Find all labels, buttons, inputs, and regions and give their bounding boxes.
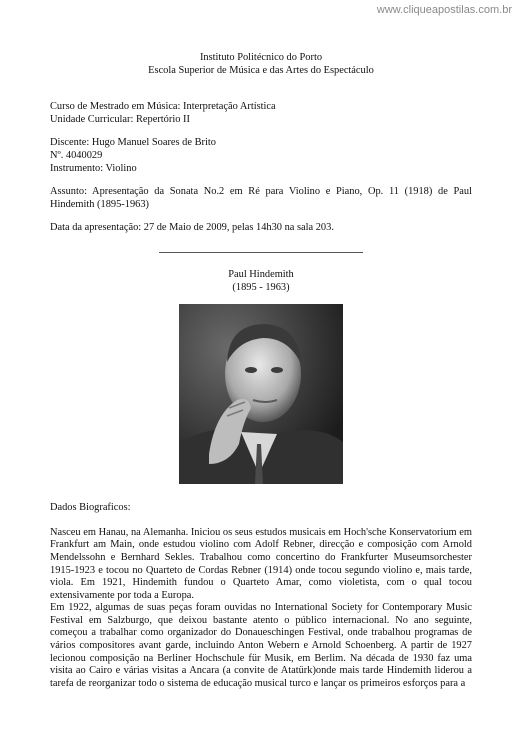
bio-text <box>50 527 472 691</box>
student-info <box>50 137 472 175</box>
document-page <box>50 52 472 690</box>
subject-line: Assunto: Apresentação da Sonata No.2 em Ré para Violino e Piano, Op. 11 (1918) de Paul Hindemith (1895-1963) <box>50 186 472 210</box>
composer-portrait-photo <box>179 304 343 484</box>
bio-heading: Dados Biograficos: <box>50 502 131 514</box>
presentation-date: Data da apresentação: 27 de Maio de 2009, pelas 14h30 na sala 203. <box>50 222 334 234</box>
bio-paragraph-2: Em 1922, algumas de suas peças foram ouvidas no International Society for Contemporary Music Festival em Salzburgo, que deixou bastante atento o público internacional. No ano seguinte, começou a trabalhar como organizador do Donaueschingen Festival, onde trabalhou programas de vários compositores avant garde, incluindo Anton Webern e Arnold Schoenberg. A partir de 1927 lecionou composição na Berliner Hochschule für Musik, em Berlim. Na década de 1930 faz uma visita ao Cairo e várias visitas a Ancara (a convite de Atatürk)onde mais tarde Hindemith liderou a tarefa de reorganizar todo o sistema de educação musical turco e lançar os primeiros esforços para a <box>50 602 472 689</box>
composer-years: (1895 - 1963) <box>232 281 290 293</box>
bio-paragraph-1: Nasceu em Hanau, na Alemanha. Iniciou os seus estudos musicais em Hoch'sche Konservatorium em Frankfurt am Main, onde estudou violino com Adolf Rebner, direcção e composição com Arnold Mendelssohn e Bernhard Sekles. Trabalhou como concertino do Frankfurter Museumsorchester 1915-1923 e tocou no Quarteto de Cordas Rebner (1914) onde tocou segundo violino e, mais tarde, viola. Em 1921, Hindemith fundou o Quarteto Amar, como violetista, com o qual tocou extensivamente por toda a Europa. <box>50 526 472 601</box>
portrait-image <box>179 304 343 484</box>
watermark-text: www.cliqueapostilas.com.br <box>376 4 512 16</box>
student-name: Discente: Hugo Manuel Soares de Brito <box>50 137 216 149</box>
student-number: Nº. 4040029 <box>50 149 103 161</box>
portrait-caption <box>50 269 472 294</box>
divider <box>159 252 363 253</box>
school-name: Escola Superior de Música e das Artes do Espectáculo <box>148 64 374 76</box>
student-instrument: Instrumento: Violino <box>50 162 137 174</box>
course-title: Curso de Mestrado em Música: Interpretação Artística <box>50 101 276 113</box>
course-info <box>50 101 472 126</box>
curricular-unit: Unidade Curricular: Repertório II <box>50 113 190 125</box>
institution-header <box>50 52 472 77</box>
composer-name: Paul Hindemith <box>228 268 294 280</box>
institution-name: Instituto Politécnico do Porto <box>199 52 323 63</box>
